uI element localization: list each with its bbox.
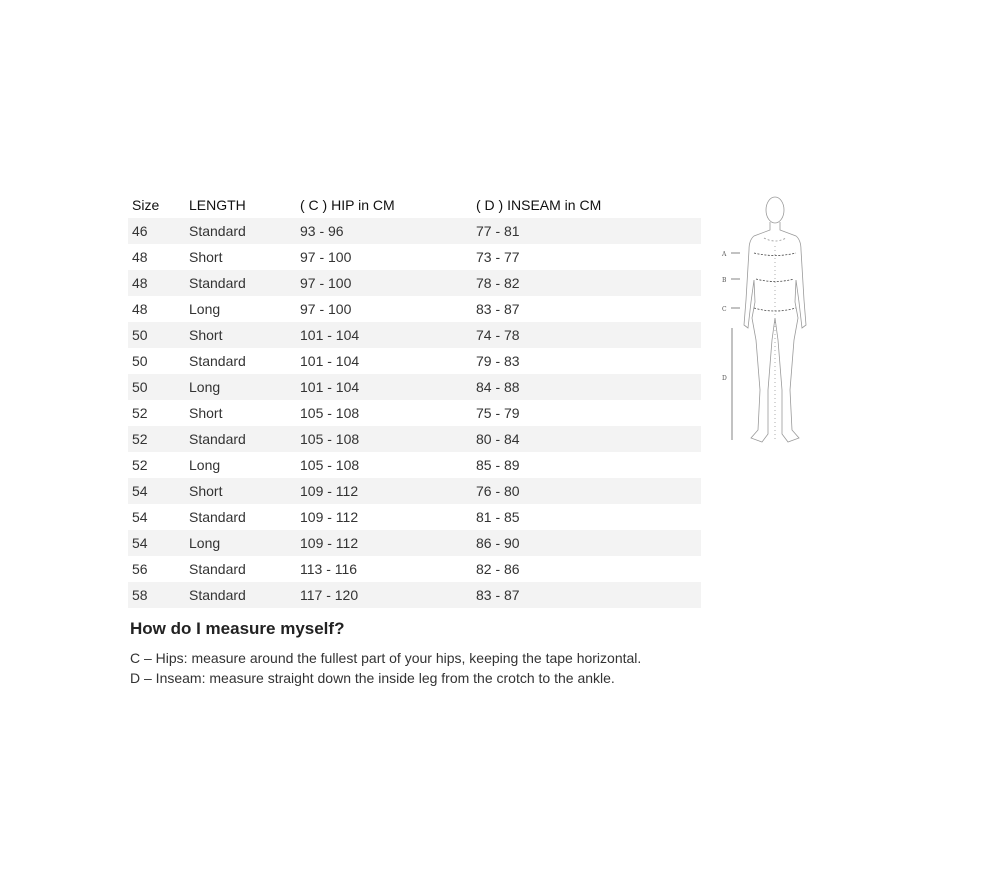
cell-hip: 101 - 104 <box>300 353 360 369</box>
table-row <box>128 218 701 244</box>
body-measurement-figure <box>718 190 822 455</box>
table-row <box>128 452 701 478</box>
cell-inseam: 79 - 83 <box>476 353 520 369</box>
cell-length: Long <box>189 379 221 395</box>
cell-inseam: 78 - 82 <box>476 275 520 291</box>
cell-hip: 109 - 112 <box>300 509 359 525</box>
size-chart-table <box>128 192 701 608</box>
measure-instruction-hips: C – Hips: measure around the fullest part of your hips, keeping the tape horizontal. <box>130 650 642 666</box>
cell-size: 52 <box>132 457 148 473</box>
cell-size: 48 <box>132 275 148 291</box>
marker-c: C <box>722 306 727 313</box>
cell-inseam: 74 - 78 <box>476 327 520 343</box>
marker-d: D <box>722 375 727 382</box>
cell-size: 46 <box>132 223 148 239</box>
cell-length: Standard <box>189 431 246 447</box>
cell-length: Long <box>189 457 221 473</box>
cell-inseam: 85 - 89 <box>476 457 520 473</box>
cell-inseam: 81 - 85 <box>476 509 520 525</box>
header-inseam: ( D ) INSEAM in CM <box>476 197 602 213</box>
table-row <box>128 426 701 452</box>
cell-inseam: 77 - 81 <box>476 223 520 239</box>
cell-hip: 113 - 116 <box>300 561 358 577</box>
header-size: Size <box>132 197 160 213</box>
cell-length: Short <box>189 249 223 265</box>
measure-heading: How do I measure myself? <box>130 619 345 638</box>
table-row <box>128 530 701 556</box>
cell-size: 56 <box>132 561 148 577</box>
cell-length: Standard <box>189 223 246 239</box>
cell-hip: 109 - 112 <box>300 535 359 551</box>
measure-lines <box>732 253 796 440</box>
cell-length: Standard <box>189 353 246 369</box>
cell-inseam: 82 - 86 <box>476 561 520 577</box>
cell-size: 50 <box>132 353 148 369</box>
cell-size: 52 <box>132 431 148 447</box>
cell-inseam: 75 - 79 <box>476 405 520 421</box>
cell-size: 52 <box>132 405 148 421</box>
cell-hip: 101 - 104 <box>300 327 360 343</box>
cell-length: Short <box>189 483 223 499</box>
cell-hip: 97 - 100 <box>300 249 352 265</box>
table-row <box>128 270 701 296</box>
cell-inseam: 83 - 87 <box>476 587 520 603</box>
table-row <box>128 348 701 374</box>
cell-inseam: 83 - 87 <box>476 301 520 317</box>
header-hip: ( C ) HIP in CM <box>300 197 395 213</box>
cell-inseam: 84 - 88 <box>476 379 520 395</box>
body-outline <box>744 197 806 442</box>
cell-size: 50 <box>132 327 148 343</box>
cell-size: 50 <box>132 379 148 395</box>
table-row <box>128 582 701 608</box>
table-row <box>128 478 701 504</box>
cell-inseam: 86 - 90 <box>476 535 520 551</box>
cell-inseam: 73 - 77 <box>476 249 520 265</box>
cell-length: Short <box>189 405 223 421</box>
table-header-row <box>128 192 701 218</box>
marker-labels <box>721 251 727 382</box>
cell-hip: 105 - 108 <box>300 431 360 447</box>
table-row <box>128 556 701 582</box>
cell-length: Short <box>189 327 223 343</box>
table-row <box>128 296 701 322</box>
cell-size: 54 <box>132 535 148 551</box>
cell-inseam: 76 - 80 <box>476 483 520 499</box>
cell-inseam: 80 - 84 <box>476 431 520 447</box>
cell-size: 54 <box>132 483 148 499</box>
cell-length: Standard <box>189 275 246 291</box>
cell-hip: 101 - 104 <box>300 379 360 395</box>
cell-size: 58 <box>132 587 148 603</box>
table-row <box>128 322 701 348</box>
cell-hip: 97 - 100 <box>300 275 352 291</box>
cell-length: Standard <box>189 509 246 525</box>
cell-size: 54 <box>132 509 148 525</box>
cell-size: 48 <box>132 249 148 265</box>
table-row <box>128 504 701 530</box>
cell-size: 48 <box>132 301 148 317</box>
cell-hip: 93 - 96 <box>300 223 344 239</box>
cell-hip: 105 - 108 <box>300 405 360 421</box>
cell-length: Long <box>189 535 221 551</box>
table-row <box>128 244 701 270</box>
cell-hip: 97 - 100 <box>300 301 352 317</box>
header-length: LENGTH <box>189 197 246 213</box>
cell-hip: 117 - 120 <box>300 587 359 603</box>
table-row <box>128 374 701 400</box>
table-body <box>128 218 701 608</box>
measure-instruction-inseam: D – Inseam: measure straight down the inside leg from the crotch to the ankle. <box>130 670 615 686</box>
cell-length: Standard <box>189 561 246 577</box>
cell-hip: 105 - 108 <box>300 457 360 473</box>
cell-hip: 109 - 112 <box>300 483 359 499</box>
cell-length: Standard <box>189 587 246 603</box>
marker-arrows <box>731 253 740 308</box>
cell-length: Long <box>189 301 221 317</box>
marker-a: A <box>722 251 727 258</box>
table-row <box>128 400 701 426</box>
marker-b: B <box>722 277 727 284</box>
